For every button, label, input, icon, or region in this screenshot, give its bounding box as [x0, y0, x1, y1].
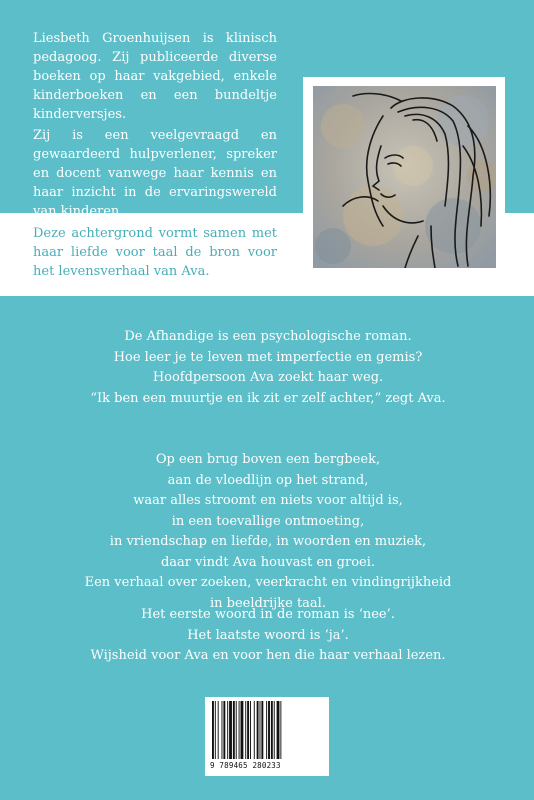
- blurb-line: in een toevallige ontmoeting,: [171, 513, 365, 529]
- barcode-bar: [241, 701, 244, 759]
- author-bio-text-3: Deze achtergrond vormt samen met haar liefde voor taal de bron voor het levensverhaal van Ava.: [33, 226, 277, 279]
- barcode-bar: [233, 701, 235, 759]
- blurb-line: waar alles stroomt en niets voor altijd is,: [133, 493, 403, 508]
- blurb-line: in vriendschap en liefde, in woorden en muziek,: [109, 534, 427, 549]
- author-bio-paragraph-1: [33, 29, 277, 124]
- barcode-bar: [212, 701, 214, 759]
- barcode-bar: [239, 701, 240, 759]
- blurb-line: Het laatste woord is ‘ja’.: [187, 627, 349, 643]
- barcode-bar: [260, 701, 261, 759]
- author-portrait-frame: [303, 77, 505, 277]
- publisher-logo: [304, 700, 324, 772]
- barcode-bar: [250, 701, 251, 759]
- blurb-line: De Afhandige is een psychologische roman.: [124, 329, 412, 344]
- author-portrait-drawing: [313, 86, 496, 268]
- blurb-line: Een verhaal over zoeken, veerkracht en vindingrijkheid: [84, 575, 452, 590]
- blurb-line: Wijsheid voor Ava en voor hen die haar verhaal lezen.: [90, 648, 446, 663]
- author-bio-text-1: Liesbeth Groenhuijsen is klinisch pedagoog. Zij publiceerde diverse boeken op haar vakgebied, enkele kinderboeken en een bundeltje kinderversjes.: [33, 31, 277, 122]
- blurb-stanza-1: [70, 327, 466, 409]
- blurb-line: in beeldrijke taal.: [210, 595, 326, 611]
- barcode-bar: [236, 701, 237, 759]
- barcode-bar: [280, 701, 281, 759]
- barcode-bar: [274, 701, 275, 759]
- blurb-line: aan de vloedlijn op het strand,: [167, 472, 369, 488]
- barcode-bar: [271, 701, 273, 759]
- blurb-line: Het eerste woord in de roman is ‘nee’.: [141, 607, 395, 622]
- blurb-stanza-2: [70, 450, 466, 614]
- blurb-line: “Ik ben een muurtje en ik zit er zelf achter,” zegt Ava.: [90, 390, 446, 406]
- barcode-bar: [257, 701, 259, 759]
- barcode-bar: [266, 701, 267, 759]
- blurb-line: Op een brug boven een bergbeek,: [155, 452, 381, 467]
- blurb-line: daar vindt Ava houvast en groei.: [160, 554, 376, 570]
- publisher-name: boek·scout: [307, 702, 321, 770]
- author-bio-paragraph-2: [33, 126, 277, 221]
- blurb-stanza-3: [70, 605, 466, 667]
- barcode-bar: [268, 701, 270, 759]
- barcode-bar: [215, 701, 216, 759]
- barcode-bar: [218, 701, 219, 759]
- barcode-bar: [247, 701, 249, 759]
- author-bio-text-2: Zij is een veelgevraagd en gewaardeerd hulpverlener, spreker en docent vanwege haar kennis en haar inzicht in de ervaringswereld van kinderen.: [33, 128, 277, 219]
- isbn-number: 9 789465 280233: [210, 761, 281, 770]
- barcode-bar: [261, 701, 263, 759]
- author-bio-paragraph-3: [33, 224, 277, 281]
- barcode-bar: [277, 701, 280, 759]
- barcode-bar: [223, 701, 225, 759]
- barcode-bar: [227, 701, 228, 759]
- barcode-bar: [245, 701, 246, 759]
- barcode-bar: [254, 701, 255, 759]
- blurb-line: Hoofdpersoon Ava zoekt haar weg.: [152, 370, 384, 385]
- blurb-line: Hoe leer je te leven met imperfectie en gemis?: [113, 349, 423, 365]
- barcode-bars: [212, 701, 306, 759]
- barcode-bar: [222, 701, 223, 759]
- barcode-bar: [229, 701, 232, 759]
